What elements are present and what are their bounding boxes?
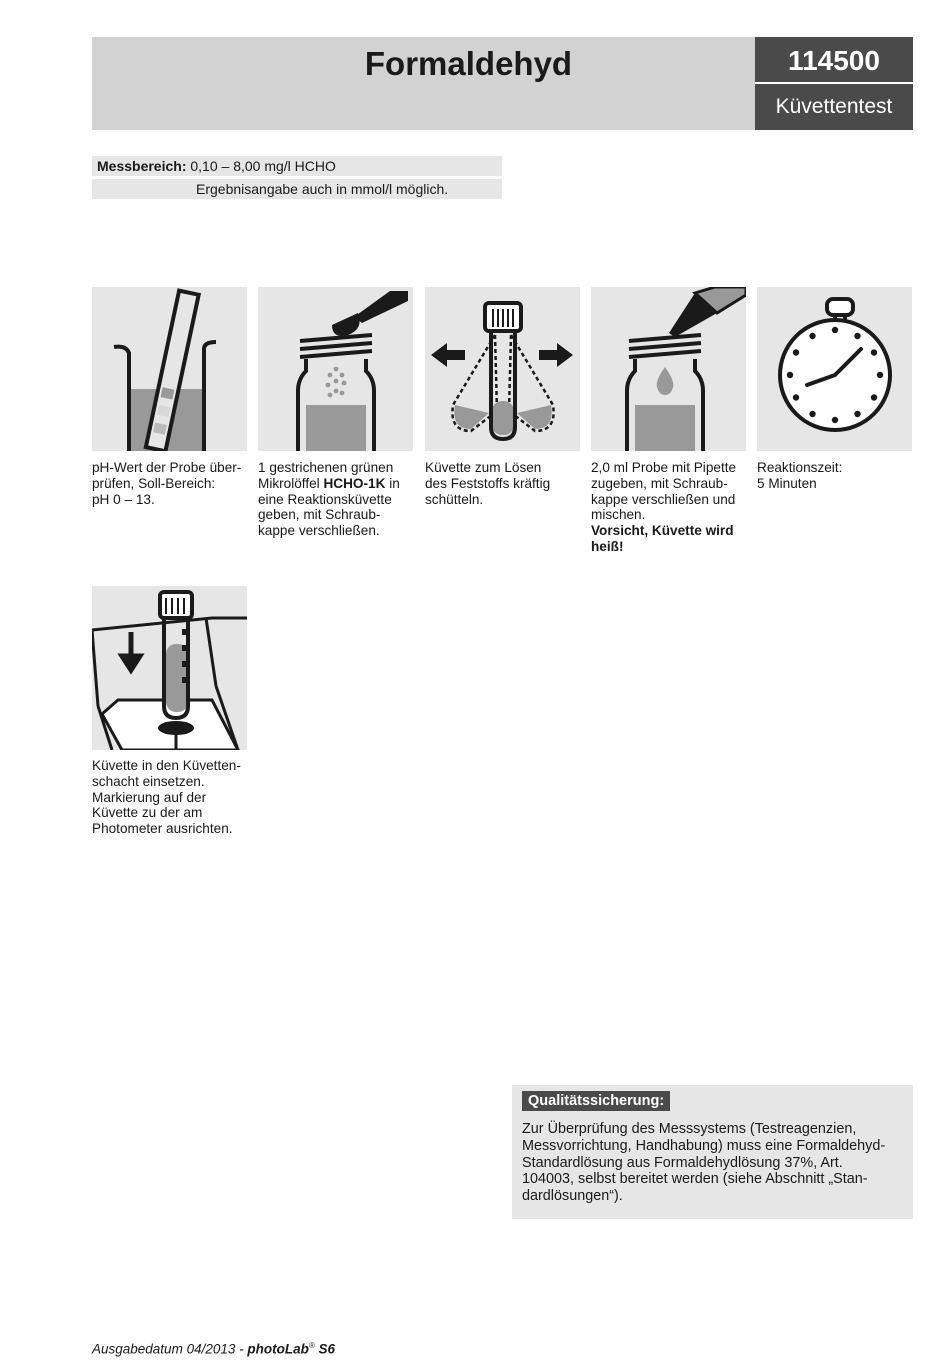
step-2-text (258, 460, 418, 539)
measuring-range-note: Ergebnisangabe auch in mmol/l möglich. (196, 181, 449, 197)
product-name: photoLab (247, 1341, 309, 1357)
footer (92, 1337, 335, 1359)
step-6-text (92, 758, 252, 837)
measuring-range-note-row (92, 179, 502, 199)
stopwatch-tick (793, 349, 799, 355)
step-2-label-start: 1 gestrichenen grünen Mikrolöffel (258, 460, 394, 491)
shake-cuvette-icon (425, 287, 580, 451)
step-5-text (757, 460, 917, 492)
stopwatch-tick (809, 411, 815, 417)
stopwatch-tick (787, 372, 793, 378)
step-5-label: Reaktionszeit: 5 Minuten (757, 460, 843, 491)
quality-assurance-text: Zur Überprüfung des Messsystems (Testreagenzien, Messvorrichtung, Handhabung) muss eine Formaldehyd- Standardlösung aus Formaldehydlösung 37%, Art. 104003, selbst bereitet werden (siehe Abschnitt „Stan- dardlösungen“). (522, 1121, 886, 1205)
reagent-name: HCHO-1K (323, 475, 386, 491)
hot-warning: Vorsicht, Küvette wird heiß! (591, 523, 734, 554)
stopwatch-tick (877, 372, 883, 378)
measuring-range-value: 0,10 – 8,00 mg/l HCHO (190, 158, 336, 174)
step-6-label: Küvette in den Küvetten- schacht einsetzen. Markierung auf der Küvette zu der am Photometer ausrichten. (92, 758, 241, 837)
stopwatch-tick (832, 417, 838, 423)
pipette-vial-icon (591, 287, 746, 451)
stopwatch-tick (871, 349, 877, 355)
stopwatch-tick (854, 411, 860, 417)
test-type: Küvettentest (755, 84, 913, 130)
stopwatch-tick (854, 333, 860, 339)
step-2-label-end: in eine Reaktionsküvette geben, mit Schraub- kappe verschließen. (258, 475, 400, 539)
step-1-label: pH-Wert der Probe über- prüfen, Soll-Bereich: pH 0 – 13. (92, 460, 242, 507)
stopwatch-tick (809, 333, 815, 339)
stopwatch-tick (793, 394, 799, 400)
page-title: Formaldehyd (364, 45, 573, 82)
quality-assurance-label: Qualitätssicherung: (522, 1091, 670, 1111)
step-3-text (425, 460, 585, 507)
stopwatch-tick (832, 327, 838, 333)
measuring-range-label: Messbereich: (97, 158, 187, 174)
stopwatch-tick (871, 394, 877, 400)
step-1-text (92, 460, 252, 507)
step-4-label: 2,0 ml Probe mit Pipette zugeben, mit Schraub- kappe verschließen und mischen. (591, 460, 737, 523)
step-4-text (591, 460, 756, 555)
stopwatch-icon (757, 287, 912, 451)
cuvette-insert-icon (92, 586, 247, 750)
step-3-label: Küvette zum Lösen des Feststoffs kräftig schütteln. (425, 460, 551, 507)
microspoon-vial-icon (258, 287, 413, 451)
issue-date: Ausgabedatum 04/2013 (92, 1341, 236, 1357)
product-model: S6 (314, 1341, 336, 1357)
measuring-range (92, 156, 502, 176)
quality-assurance-box (512, 1085, 913, 1219)
footer-separator: - (235, 1341, 248, 1357)
article-number: 114500 (755, 37, 913, 82)
beaker-test-strip-icon (92, 287, 247, 451)
registered-mark: ® (308, 1341, 315, 1350)
